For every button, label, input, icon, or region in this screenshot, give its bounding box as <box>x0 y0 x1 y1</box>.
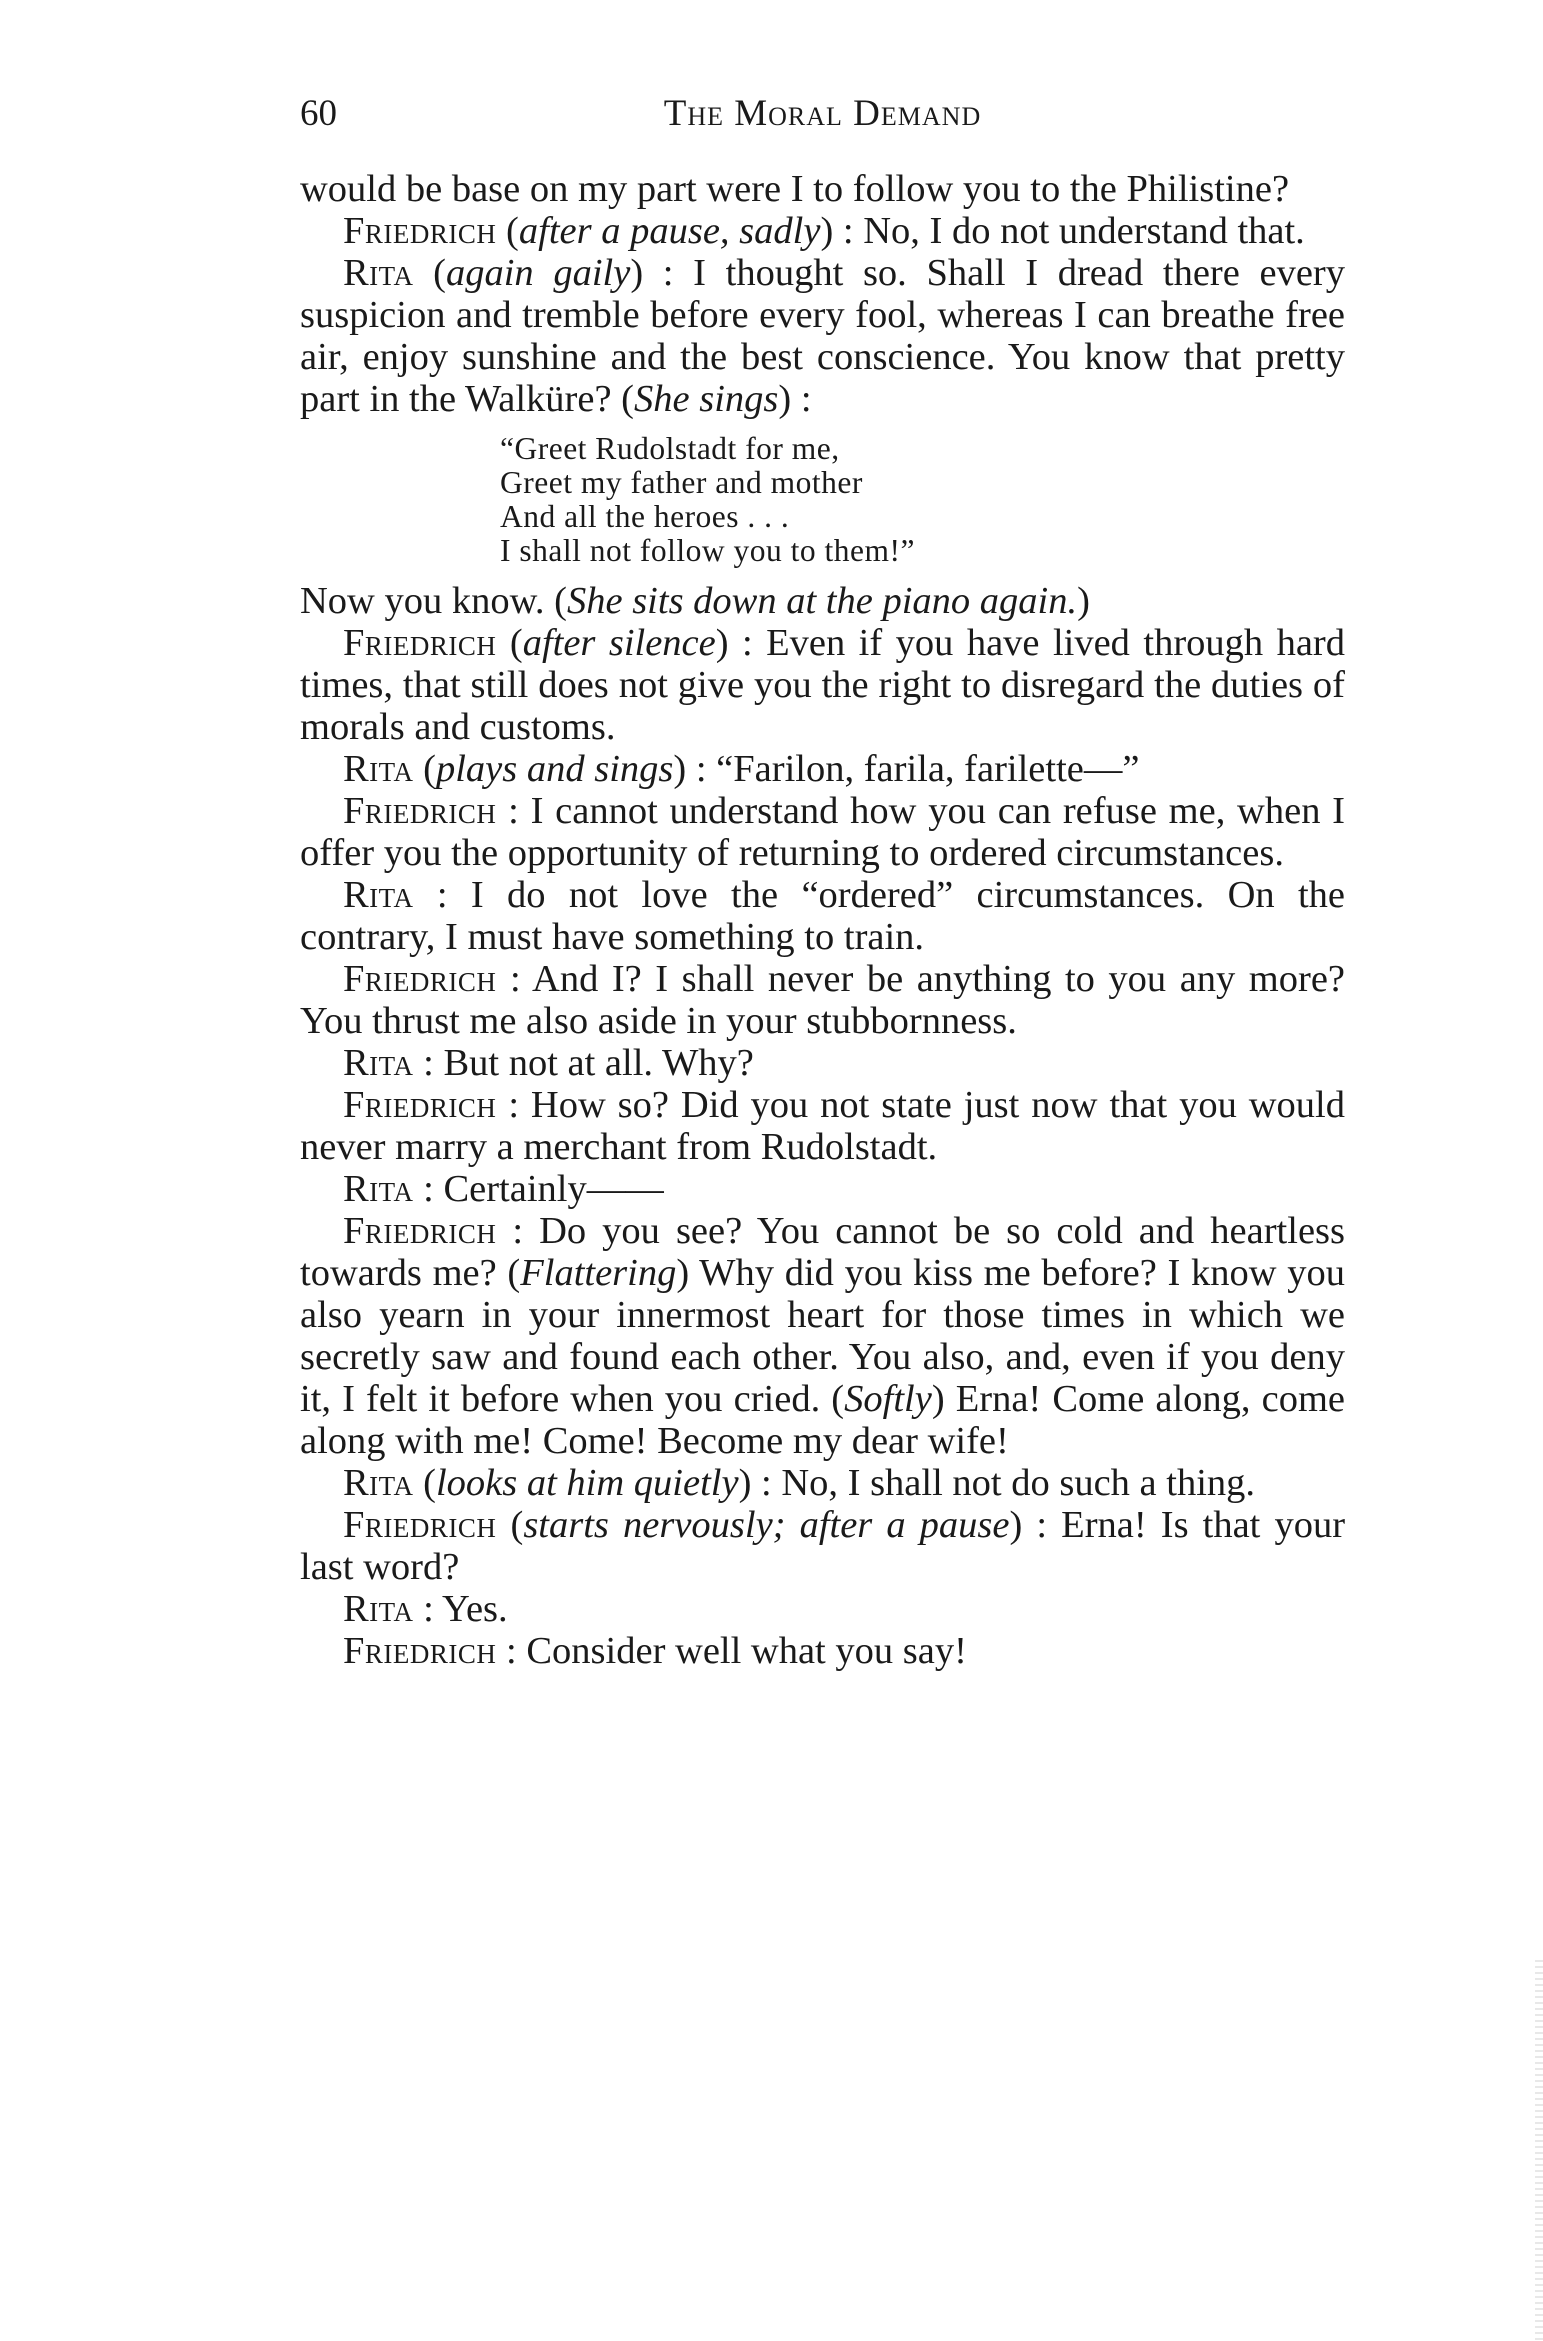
dialogue-text: : How so? Did you not state just now that you would never marry a merchant from Rudolstadt. <box>300 1084 1345 1168</box>
stage-direction: Flattering <box>520 1252 677 1294</box>
dialogue-text: : Do you see? You cannot be so cold and heartless towards me? ( <box>300 1210 1345 1294</box>
stage-direction: Softly <box>844 1378 932 1420</box>
speaker-name: Friedrich <box>343 790 497 832</box>
page-header <box>300 92 1345 142</box>
stage-direction: plays and sings <box>435 748 674 790</box>
paragraph <box>300 1504 1345 1588</box>
dialogue-text: ) Why did you kiss me before? I know you also yearn in your innermost heart for those times in which we secretly saw and found each other. You also, and, even if you deny it, I felt it before when you cried. ( <box>300 1252 1345 1420</box>
verse-line: I shall not follow you to them!” <box>500 533 915 568</box>
speaker-name: Friedrich <box>343 1210 497 1252</box>
paragraph <box>300 1042 1345 1084</box>
paragraph <box>300 1588 1345 1630</box>
paragraph <box>300 1210 1345 1462</box>
dialogue-text: ( <box>413 1462 436 1504</box>
dialogue-text: ( <box>496 210 519 252</box>
dialogue-text: ( <box>413 252 446 294</box>
dialogue-text: would be base on my part were I to follow you to the Philistine? <box>300 168 1290 210</box>
paragraph <box>300 210 1345 252</box>
stage-direction: looks at him quietly <box>435 1462 739 1504</box>
dialogue-text: : But not at all. Why? <box>413 1042 754 1084</box>
dialogue-text: ) : <box>778 378 812 420</box>
speaker-name: Rita <box>343 1042 414 1084</box>
speaker-name: Friedrich <box>343 1084 497 1126</box>
stage-direction: She sings <box>634 378 779 420</box>
paragraph <box>300 748 1345 790</box>
speaker-name: Rita <box>343 1588 414 1630</box>
stage-direction: after silence <box>522 622 716 664</box>
paragraph <box>300 790 1345 874</box>
paragraph <box>300 958 1345 1042</box>
dialogue-text: : Certainly—— <box>413 1168 664 1210</box>
dialogue-text: ) : Even if you have lived through hard times, that still does not give you the right to disregard the duties of morals and customs. <box>300 622 1345 748</box>
paragraph <box>300 1084 1345 1168</box>
speaker-name: Friedrich <box>343 622 497 664</box>
speaker-name: Friedrich <box>343 210 497 252</box>
dialogue-text: ( <box>496 1504 524 1546</box>
dialogue-text: ) <box>1077 580 1090 622</box>
paragraph <box>300 168 1345 210</box>
speaker-name: Friedrich <box>343 958 497 1000</box>
dialogue-text: Now you know. ( <box>300 580 567 622</box>
dialogue-text: ) : No, I shall not do such a thing. <box>738 1462 1256 1504</box>
speaker-name: Friedrich <box>343 1630 497 1672</box>
stage-direction: again gaily <box>445 252 631 294</box>
dialogue-text: : I cannot understand how you can refuse me, when I offer you the opportunity of returning to ordered circumstances. <box>300 790 1345 874</box>
paragraph <box>300 622 1345 748</box>
verse-line: “Greet Rudolstadt for me, <box>500 431 840 466</box>
dialogue-text: ) : Erna! Is that your last word? <box>300 1504 1346 1588</box>
dialogue-text: ( <box>413 748 436 790</box>
scan-edge-artifact <box>1535 1960 1543 2340</box>
dialogue-text: : Consider well what you say! <box>496 1630 967 1672</box>
paragraph <box>300 874 1345 958</box>
page-body <box>300 168 1345 1672</box>
dialogue-text: ) Erna! Come along, come along with me! Come! Become my dear wife! <box>300 1378 1345 1462</box>
verse-block <box>500 432 1345 568</box>
paragraph <box>300 580 1345 622</box>
dialogue-text: : Yes. <box>413 1588 508 1630</box>
speaker-name: Rita <box>343 252 414 294</box>
speaker-name: Rita <box>343 874 414 916</box>
dialogue-text: : I do not love the “ordered” circumstances. On the contrary, I must have something to train. <box>300 874 1345 958</box>
stage-direction: starts nervously; after a pause <box>523 1504 1010 1546</box>
dialogue-text: ( <box>496 622 523 664</box>
stage-direction: after a pause, sadly <box>518 210 821 252</box>
speaker-name: Rita <box>343 748 414 790</box>
verse-line: Greet my father and mother <box>500 465 863 500</box>
paragraph <box>300 252 1345 420</box>
speaker-name: Rita <box>343 1462 414 1504</box>
running-title: The Moral Demand <box>663 93 982 134</box>
dialogue-text: ) : “Farilon, farila, farilette—” <box>673 748 1140 790</box>
speaker-name: Rita <box>343 1168 414 1210</box>
stage-direction: She sits down at the piano again. <box>566 580 1078 622</box>
dialogue-text: ) : No, I do not understand that. <box>820 210 1305 252</box>
speaker-name: Friedrich <box>343 1504 497 1546</box>
page-number: 60 <box>300 93 337 134</box>
paragraph <box>300 1168 1345 1210</box>
dialogue-text: : And I? I shall never be anything to you any more? You thrust me also aside in your stubbornness. <box>300 958 1345 1042</box>
dialogue-text: ) : I thought so. Shall I dread there every suspicion and tremble before every fool, whereas I can breathe free air, enjoy sunshine and the best conscience. You know that pretty part in the Walküre? ( <box>300 252 1345 420</box>
verse-line: And all the heroes . . . <box>500 499 790 534</box>
paragraph <box>300 1462 1345 1504</box>
paragraph <box>300 1630 1345 1672</box>
